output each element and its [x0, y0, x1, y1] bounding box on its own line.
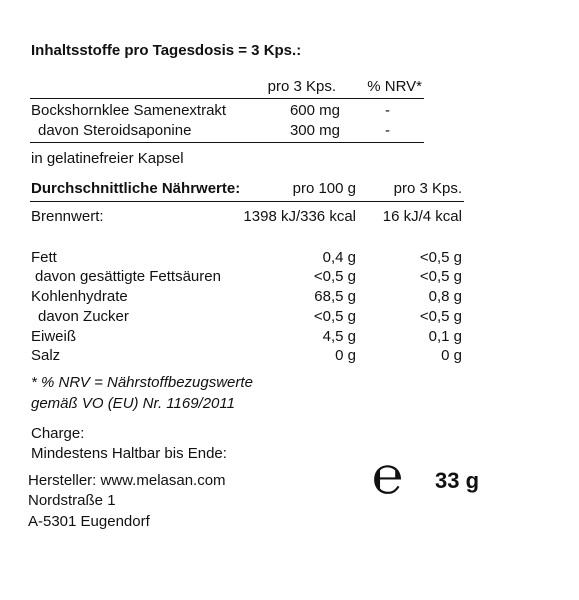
- energy-per-100g: 1398 kJ/336 kcal: [243, 208, 356, 225]
- footnote-line: gemäß VO (EU) Nr. 1169/2011: [31, 395, 235, 412]
- nutrient-name: davon Zucker: [38, 308, 129, 325]
- manufacturer-line: Hersteller: www.melasan.com: [28, 472, 226, 489]
- nutrient-per-100g: 0 g: [335, 347, 356, 364]
- ingredient-amount: 300 mg: [289, 122, 340, 139]
- nutrient-name: Salz: [31, 347, 61, 364]
- net-weight: 33 g: [435, 468, 480, 493]
- manufacturer-city: A-5301 Eugendorf: [28, 513, 150, 530]
- nutrient-name: Eiweiß: [31, 328, 77, 345]
- nutrition-header-label: Durchschnittliche Nährwerte:: [31, 180, 241, 197]
- page-title: Inhaltsstoffe pro Tagesdosis = 3 Kps.:: [31, 42, 302, 59]
- footnote-line: * % NRV = Nährstoffbezugswerte: [31, 374, 253, 391]
- ingredient-amount: 600 mg: [289, 102, 340, 119]
- ingredient-name: davon Steroidsaponine: [38, 122, 192, 139]
- nutrient-name: davon gesättigte Fettsäuren: [35, 268, 221, 285]
- nutrition-header-per-dose: pro 3 Kps.: [393, 180, 462, 197]
- nutrient-per-100g: 0,4 g: [322, 249, 356, 266]
- estimated-sign-icon: ℮: [372, 446, 404, 506]
- ingredient-nrv: -: [385, 102, 390, 119]
- ingredients-header-per-dose: pro 3 Kps.: [267, 78, 336, 95]
- nutrient-per-dose: <0,5 g: [419, 308, 462, 325]
- capsule-note: in gelatinefreier Kapsel: [31, 150, 184, 167]
- manufacturer-street: Nordstraße 1: [28, 492, 116, 509]
- energy-per-dose: 16 kJ/4 kcal: [382, 208, 462, 225]
- nutrition-header-per-100g: pro 100 g: [292, 180, 356, 197]
- nutrient-per-dose: <0,5 g: [419, 268, 462, 285]
- nutrient-per-dose: <0,5 g: [419, 249, 462, 266]
- batch-label: Charge:: [31, 425, 85, 442]
- nutrient-per-100g: 4,5 g: [322, 328, 356, 345]
- ingredient-name: Bockshornklee Samenextrakt: [31, 102, 227, 119]
- ingredients-header-nrv: % NRV*: [367, 78, 422, 95]
- nutrient-name: Kohlenhydrate: [31, 288, 128, 305]
- nutrient-per-100g: 68,5 g: [314, 288, 356, 305]
- best-before-label: Mindestens Haltbar bis Ende:: [31, 445, 227, 462]
- nutrient-name: Fett: [31, 249, 57, 266]
- energy-label: Brennwert:: [31, 208, 104, 225]
- nutrient-per-100g: <0,5 g: [313, 308, 356, 325]
- ingredient-nrv: -: [385, 122, 390, 139]
- nutrient-per-dose: 0,1 g: [428, 328, 462, 345]
- nutrient-per-dose: 0 g: [441, 347, 462, 364]
- ingredients-bottom-divider: [30, 142, 424, 143]
- nutrient-per-100g: <0,5 g: [313, 268, 356, 285]
- nutrient-per-dose: 0,8 g: [428, 288, 462, 305]
- nutrition-header-divider: [30, 201, 464, 202]
- ingredients-header-divider: [30, 98, 424, 99]
